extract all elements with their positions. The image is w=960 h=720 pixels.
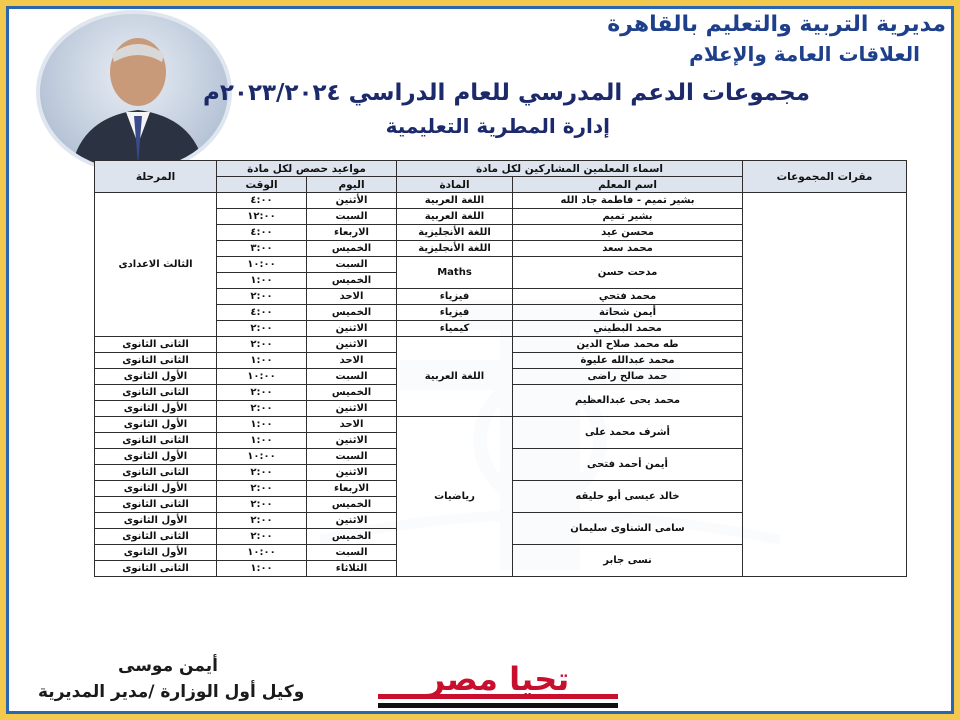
day-cell: السبت xyxy=(307,209,397,225)
time-cell: ١:٠٠ xyxy=(217,353,307,369)
time-cell: ١٠:٠٠ xyxy=(217,545,307,561)
subject-cell: اللغة الأنجليزية xyxy=(397,225,513,241)
header-stage: المرحلة xyxy=(95,161,217,193)
teacher-cell: أيمن أحمد فتحى xyxy=(513,449,743,481)
stage-cell: الثانى الثانوى xyxy=(95,385,217,401)
teacher-cell: محسن عيد xyxy=(513,225,743,241)
subject-cell: فيزياء xyxy=(397,289,513,305)
stage-cell: الأول الثانوى xyxy=(95,545,217,561)
day-cell: الاثنين xyxy=(307,321,397,337)
day-cell: الاثنين xyxy=(307,513,397,529)
subject-cell: فيزياء xyxy=(397,305,513,321)
logo-text: تحيا مصر xyxy=(426,660,570,698)
administration-subtitle: إدارة المطرية التعليمية xyxy=(385,114,610,138)
stage-cell: الثانى الثانوى xyxy=(95,561,217,577)
header-time: الوقت xyxy=(217,177,307,193)
day-cell: السبت xyxy=(307,257,397,273)
time-cell: ٢:٠٠ xyxy=(217,513,307,529)
teacher-cell: أيمن شحاتة xyxy=(513,305,743,321)
stage-cell: الثانى الثانوى xyxy=(95,529,217,545)
subject-cell: اللغة العربية xyxy=(397,209,513,225)
header-teacher-name: اسم المعلم xyxy=(513,177,743,193)
time-cell: ٢:٠٠ xyxy=(217,465,307,481)
day-cell: الخميس xyxy=(307,529,397,545)
stage-cell: الأول الثانوى xyxy=(95,481,217,497)
time-cell: ٣:٠٠ xyxy=(217,241,307,257)
subject-cell: اللغة العربية xyxy=(397,193,513,209)
subject-cell: Maths xyxy=(397,257,513,289)
directorate-heading: مديرية التربية والتعليم بالقاهرة xyxy=(607,12,946,37)
day-cell: الاحد xyxy=(307,353,397,369)
day-cell: الخميس xyxy=(307,497,397,513)
subject-cell: اللغة العربية xyxy=(397,337,513,417)
page-title: مجموعات الدعم المدرسي للعام الدراسي ٢٠٢٣/٢٠٢٤م xyxy=(203,80,810,106)
day-cell: الأثنين xyxy=(307,193,397,209)
stage-cell: الثالث الاعدادى xyxy=(95,193,217,337)
stage-cell: الأول الثانوى xyxy=(95,449,217,465)
day-cell: الثلاثاء xyxy=(307,561,397,577)
day-cell: الاحد xyxy=(307,289,397,305)
teacher-cell: محمد البطيني xyxy=(513,321,743,337)
stage-cell: الأول الثانوى xyxy=(95,513,217,529)
teacher-cell: مدحت حسن xyxy=(513,257,743,289)
stage-cell: الثانى الثانوى xyxy=(95,353,217,369)
teacher-cell: محمد يحى عبدالعظيم xyxy=(513,385,743,417)
day-cell: السبت xyxy=(307,449,397,465)
teacher-cell: محمد فتحي xyxy=(513,289,743,305)
table-header-row xyxy=(95,161,907,177)
time-cell: ١:٠٠ xyxy=(217,561,307,577)
teacher-cell: سامى الشناوى سليمان xyxy=(513,513,743,545)
stage-cell: الأول الثانوى xyxy=(95,417,217,433)
teacher-cell: بشير تميم xyxy=(513,209,743,225)
header-locations: مقرات المجموعات xyxy=(743,161,907,193)
day-cell: الخميس xyxy=(307,241,397,257)
day-cell: الاربعاء xyxy=(307,481,397,497)
stage-cell: الثانى الثانوى xyxy=(95,337,217,353)
day-cell: الاثنين xyxy=(307,433,397,449)
day-cell: الخميس xyxy=(307,273,397,289)
stage-cell: الأول الثانوى xyxy=(95,401,217,417)
time-cell: ١٠:٠٠ xyxy=(217,257,307,273)
time-cell: ١:٠٠ xyxy=(217,273,307,289)
header-day: اليوم xyxy=(307,177,397,193)
teacher-cell: حمد صالح راضى xyxy=(513,369,743,385)
day-cell: الاثنين xyxy=(307,337,397,353)
time-cell: ٢:٠٠ xyxy=(217,481,307,497)
time-cell: ٢:٠٠ xyxy=(217,529,307,545)
header-subject: المادة xyxy=(397,177,513,193)
tahya-masr-logo xyxy=(378,654,618,710)
header-schedule-group: مواعيد حصص لكل مادة xyxy=(217,161,397,177)
time-cell: ٢:٠٠ xyxy=(217,321,307,337)
time-cell: ٢:٠٠ xyxy=(217,337,307,353)
day-cell: السبت xyxy=(307,369,397,385)
time-cell: ١٠:٠٠ xyxy=(217,449,307,465)
support-groups-table xyxy=(94,160,907,577)
teacher-cell: محمد سعد xyxy=(513,241,743,257)
time-cell: ٢:٠٠ xyxy=(217,497,307,513)
signatory-title: وكيل أول الوزارة /مدير المديرية xyxy=(38,682,305,702)
stage-cell: الثانى الثانوى xyxy=(95,497,217,513)
signatory-name: أيمن موسى xyxy=(118,656,218,676)
time-cell: ٢:٠٠ xyxy=(217,401,307,417)
stage-cell: الثانى الثانوى xyxy=(95,433,217,449)
public-relations-heading: العلاقات العامة والإعلام xyxy=(689,42,920,66)
day-cell: الخميس xyxy=(307,305,397,321)
teacher-cell: طه محمد صلاح الدين xyxy=(513,337,743,353)
day-cell: الاحد xyxy=(307,417,397,433)
time-cell: ٤:٠٠ xyxy=(217,193,307,209)
subject-cell: رياضيات xyxy=(397,417,513,577)
locations-cell xyxy=(743,193,907,577)
stage-cell: الثانى الثانوى xyxy=(95,465,217,481)
day-cell: الخميس xyxy=(307,385,397,401)
time-cell: ٢:٠٠ xyxy=(217,385,307,401)
day-cell: الاثنين xyxy=(307,401,397,417)
teacher-cell: بشير تميم - فاطمة جاد الله xyxy=(513,193,743,209)
subject-cell: اللغة الأنجليزية xyxy=(397,241,513,257)
table-row xyxy=(95,193,907,209)
time-cell: ٤:٠٠ xyxy=(217,225,307,241)
time-cell: ١:٠٠ xyxy=(217,433,307,449)
teacher-cell: خالد عيسى أبو حليقه xyxy=(513,481,743,513)
header-teachers-group: اسماء المعلمين المشاركين لكل مادة xyxy=(397,161,743,177)
time-cell: ١٢:٠٠ xyxy=(217,209,307,225)
stage-cell: الأول الثانوى xyxy=(95,369,217,385)
time-cell: ٤:٠٠ xyxy=(217,305,307,321)
teacher-cell: أشرف محمد على xyxy=(513,417,743,449)
time-cell: ٢:٠٠ xyxy=(217,289,307,305)
time-cell: ١:٠٠ xyxy=(217,417,307,433)
day-cell: السبت xyxy=(307,545,397,561)
day-cell: الاثنين xyxy=(307,465,397,481)
day-cell: الاربعاء xyxy=(307,225,397,241)
teacher-cell: محمد عبدالله عليوة xyxy=(513,353,743,369)
teacher-cell: نسى جابر xyxy=(513,545,743,577)
subject-cell: كيمياء xyxy=(397,321,513,337)
time-cell: ١٠:٠٠ xyxy=(217,369,307,385)
